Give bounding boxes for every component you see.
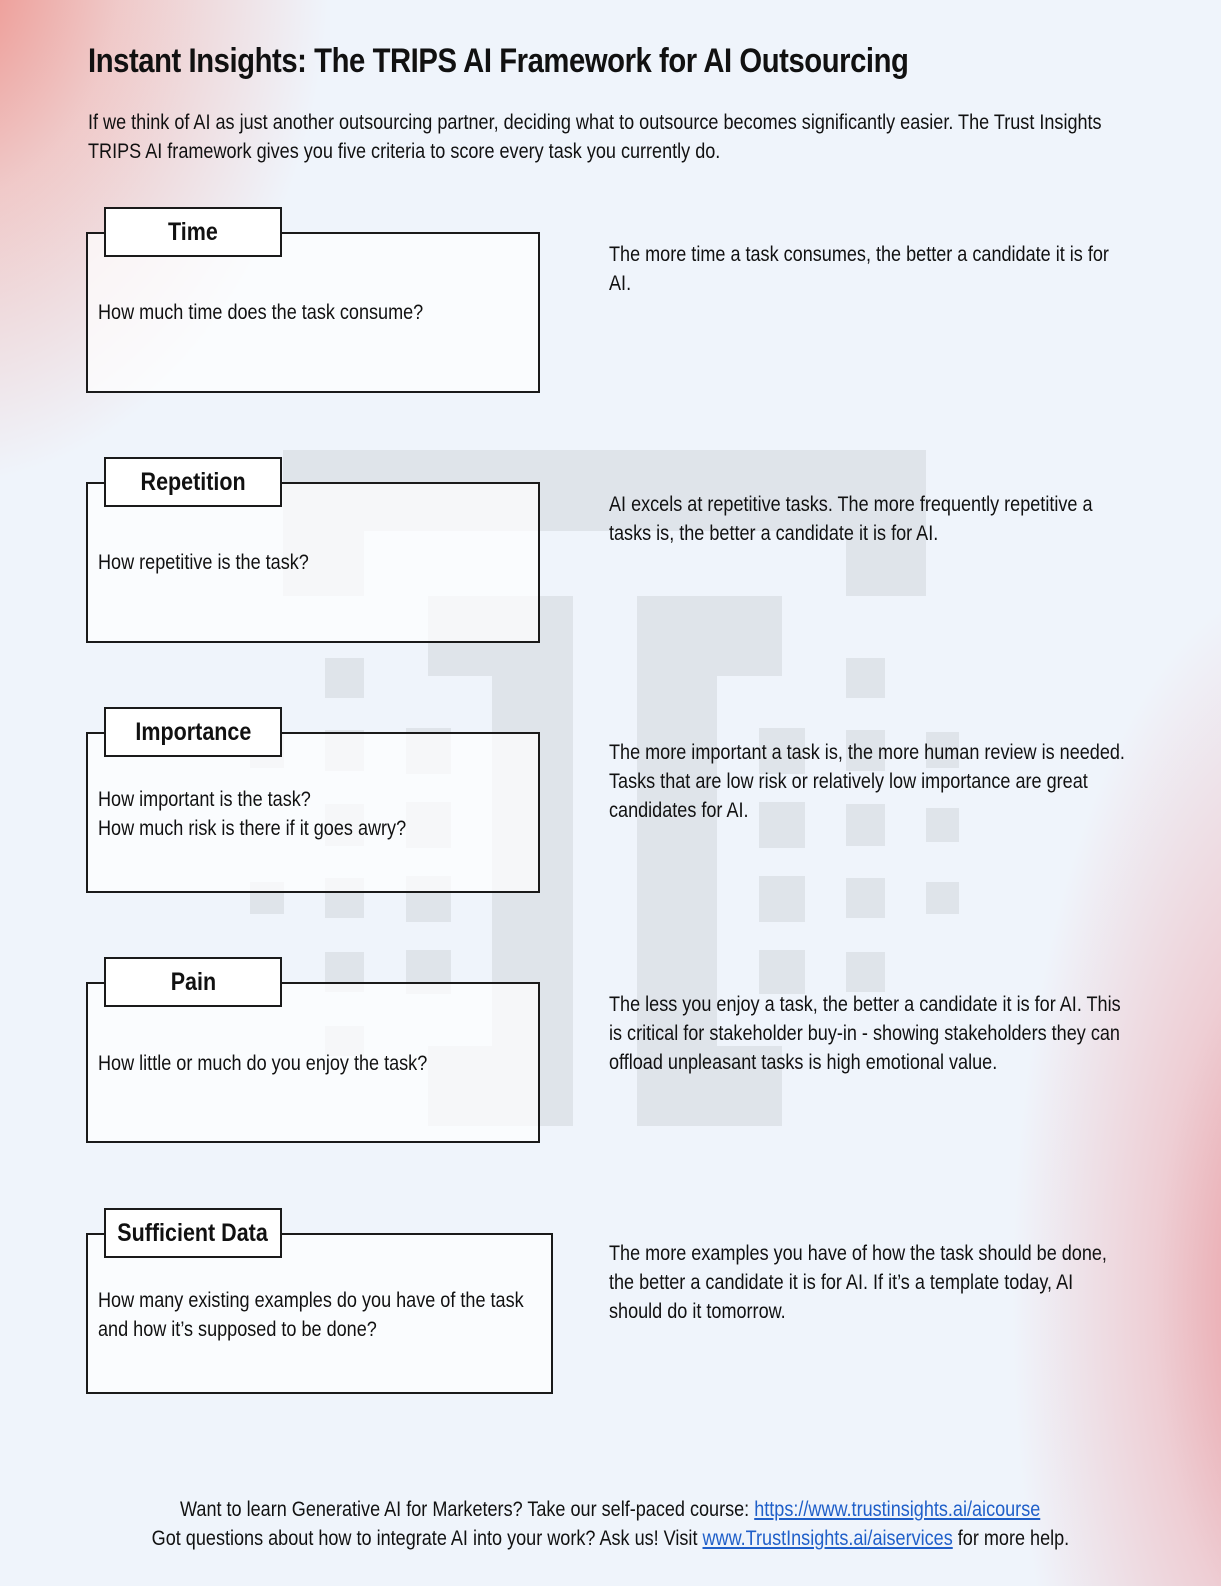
criterion-question: How little or much do you enjoy the task? bbox=[98, 1052, 428, 1075]
services-link[interactable]: www.TrustInsights.ai/aiservices bbox=[702, 1527, 953, 1550]
criterion-question: How much time does the task consume? bbox=[98, 301, 424, 324]
criterion-description-sufficient-data: The more examples you have of how the task should be done, the better a candidate it is for AI. If it’s a template today, AI should do it tomorrow. bbox=[609, 1242, 1107, 1323]
footer-services-text: Got questions about how to integrate AI into your work? Ask us! Visit bbox=[151, 1527, 703, 1550]
footer bbox=[0, 1495, 1221, 1553]
page-title: Instant Insights: The TRIPS AI Framework for AI Outsourcing bbox=[88, 42, 909, 80]
criterion-label-tab: Importance bbox=[104, 707, 282, 757]
criterion-question: How repetitive is the task? bbox=[98, 551, 309, 574]
footer-services-line bbox=[0, 1524, 1221, 1553]
criterion-label-tab: Repetition bbox=[104, 457, 282, 507]
criterion-question: How important is the task? How much risk is there if it goes awry? bbox=[98, 788, 407, 840]
footer-course-line bbox=[0, 1495, 1221, 1524]
footer-services-text-end: for more help. bbox=[952, 1527, 1070, 1550]
footer-course-text: Want to learn Generative AI for Marketers? Take our self-paced course: bbox=[180, 1498, 755, 1521]
criterion-label-tab: Sufficient Data bbox=[104, 1208, 282, 1258]
course-link[interactable]: https://www.trustinsights.ai/aicourse bbox=[754, 1498, 1041, 1521]
criterion-description-pain: The less you enjoy a task, the better a candidate it is for AI. This is critical for stakeholder buy-in - showing stakeholders they can offload unpleasant tasks is high emotional value. bbox=[609, 993, 1121, 1074]
criterion-description-repetition: AI excels at repetitive tasks. The more frequently repetitive a tasks is, the better a candidate it is for AI. bbox=[609, 493, 1093, 545]
criterion-description-importance: The more important a task is, the more human review is needed. Tasks that are low risk or relatively low importance are great candidates for AI. bbox=[609, 741, 1125, 822]
criterion-description-time: The more time a task consumes, the better a candidate it is for AI. bbox=[609, 243, 1109, 295]
criterion-label-tab: Pain bbox=[104, 957, 282, 1007]
criterion-label-tab: Time bbox=[104, 207, 282, 257]
intro-paragraph: If we think of AI as just another outsourcing partner, deciding what to outsource becomes significantly easier. The Trust Insights TRIPS AI framework gives you five criteria to score every task you currently do. bbox=[88, 111, 1102, 163]
criterion-question: How many existing examples do you have of the task and how it’s supposed to be done? bbox=[98, 1289, 524, 1341]
